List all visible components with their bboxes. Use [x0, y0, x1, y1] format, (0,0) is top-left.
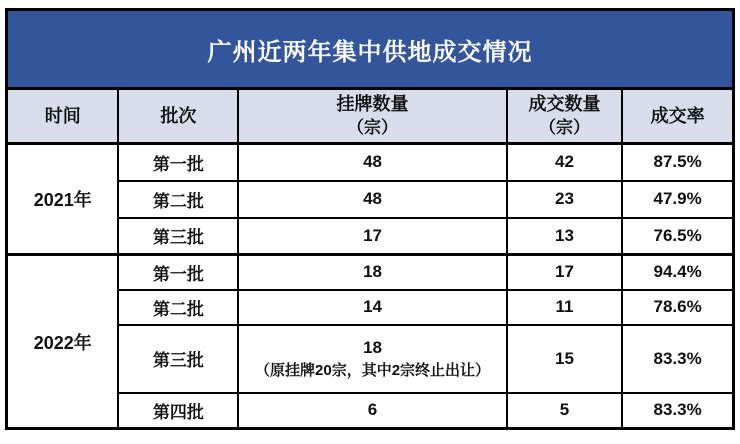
land-supply-table — [5, 8, 735, 430]
col-header-listed-label: 挂牌数量 — [336, 94, 409, 115]
listed-value: 18 — [363, 337, 382, 357]
col-header-time-label: 时间 — [44, 105, 81, 126]
col-header-sold-unit: （宗） — [538, 117, 590, 137]
col-header-time — [7, 89, 119, 144]
batch-cell: 第四批 — [118, 393, 238, 429]
year-cell-2022: 2022年 — [7, 255, 119, 429]
col-header-sold — [507, 89, 623, 144]
col-header-rate — [622, 89, 733, 144]
col-header-batch-label: 批次 — [160, 105, 197, 126]
col-header-listed — [238, 89, 506, 144]
col-header-batch — [118, 89, 238, 144]
listed-cell: 6 — [238, 393, 506, 429]
rate-cell: 47.9% — [622, 181, 733, 218]
sold-cell: 15 — [507, 325, 623, 393]
year-cell-2021: 2021年 — [7, 144, 119, 255]
rate-cell: 83.3% — [622, 393, 733, 429]
sold-cell: 5 — [507, 393, 623, 429]
rate-cell: 78.6% — [622, 290, 733, 325]
sold-cell: 11 — [507, 290, 623, 325]
sold-cell: 13 — [507, 218, 623, 255]
batch-cell: 第二批 — [118, 290, 238, 325]
col-header-sold-label: 成交数量 — [528, 94, 601, 115]
batch-cell: 第三批 — [118, 218, 238, 255]
listed-cell: 14 — [238, 290, 506, 325]
listed-note: （原挂牌20宗，其中2宗终止出让） — [255, 361, 491, 379]
rate-cell: 87.5% — [622, 144, 733, 181]
title-row — [7, 10, 734, 89]
sold-cell: 23 — [507, 181, 623, 218]
rate-cell: 94.4% — [622, 255, 733, 290]
rate-cell: 83.3% — [622, 325, 733, 393]
batch-cell: 第一批 — [118, 255, 238, 290]
listed-cell: 48 — [238, 144, 506, 181]
listed-cell: 48 — [238, 181, 506, 218]
listed-cell: 18 — [238, 255, 506, 290]
table-title: 广州近两年集中供地成交情况 — [7, 10, 734, 89]
table-row — [7, 144, 734, 181]
col-header-listed-unit: （宗） — [347, 117, 399, 137]
batch-cell: 第二批 — [118, 181, 238, 218]
listed-cell: 17 — [238, 218, 506, 255]
rate-cell: 76.5% — [622, 218, 733, 255]
header-row — [7, 89, 734, 144]
table-row — [7, 255, 734, 290]
sold-cell: 17 — [507, 255, 623, 290]
col-header-rate-label: 成交率 — [650, 105, 705, 126]
listed-cell — [238, 325, 506, 393]
sold-cell: 42 — [507, 144, 623, 181]
batch-cell: 第三批 — [118, 325, 238, 393]
batch-cell: 第一批 — [118, 144, 238, 181]
